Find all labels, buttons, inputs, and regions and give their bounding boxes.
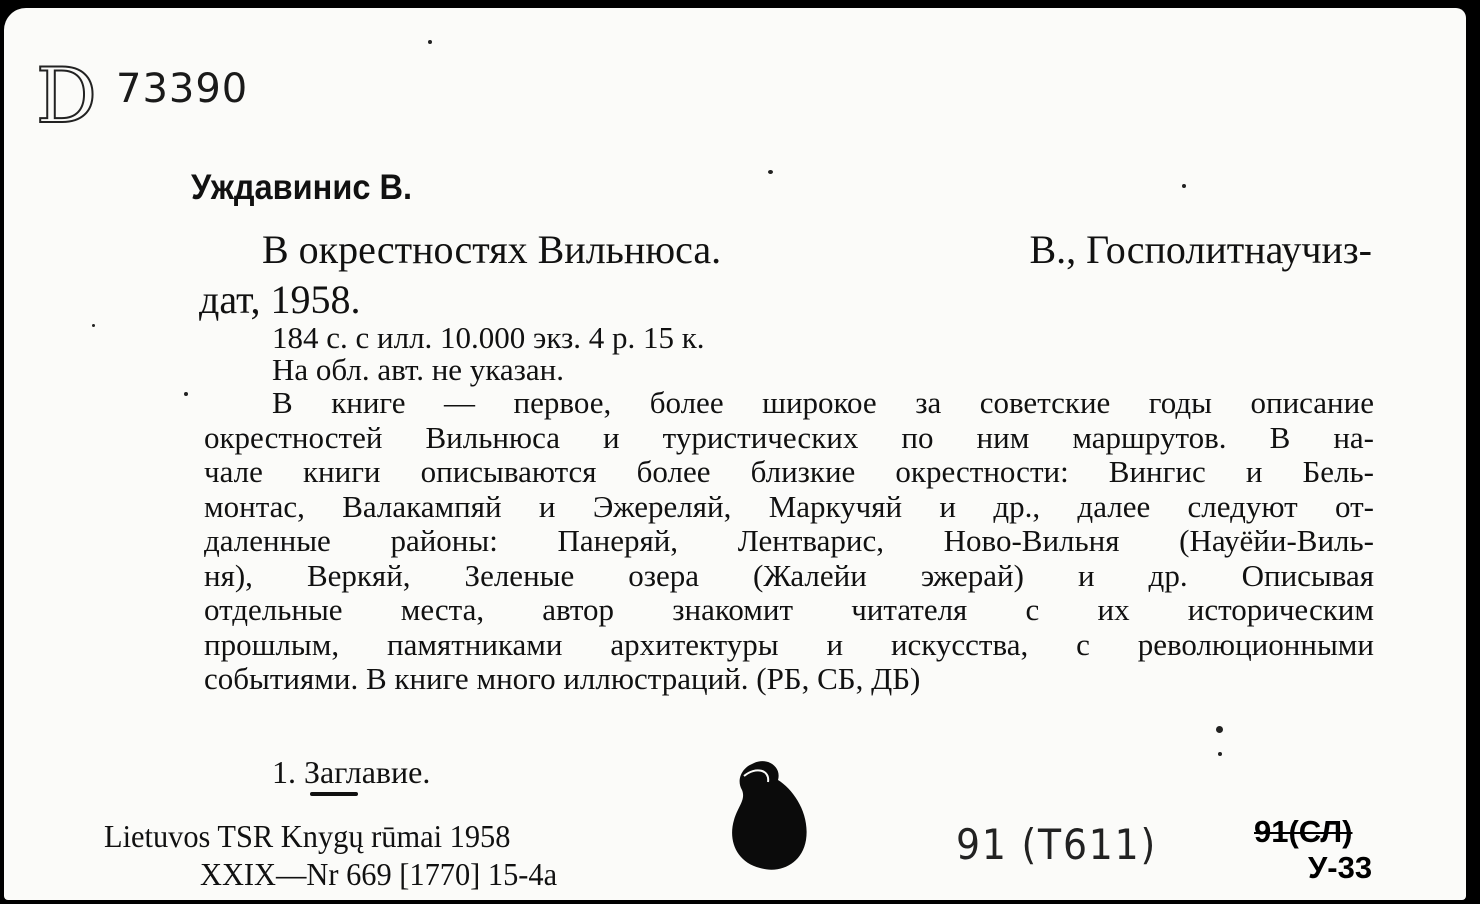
annotation-line: монтас, Валакампяй и Эжереляй, Маркучяй и др., далее следуют от- <box>204 488 1374 524</box>
ink-blot <box>722 756 812 876</box>
annotation-line: ня), Веркяй, Зеленые озера (Жалейи эжерай) и др. Описывая <box>204 557 1374 593</box>
physical-description: 184 с. с илл. 10.000 экз. 4 р. 15 к. <box>272 320 705 355</box>
dust-speck <box>184 392 188 396</box>
author-note: На обл. авт. не указан. <box>272 352 565 387</box>
annotation <box>204 386 1374 697</box>
subject-heading: 1. Заглавие. <box>272 754 431 790</box>
inventory-letter: D <box>36 56 97 136</box>
dust-speck <box>768 170 773 174</box>
annotation-line: чале книги описываются более близкие окрестности: Вингис и Бель- <box>204 454 1374 489</box>
catalog-card <box>4 8 1466 900</box>
dust-speck <box>92 324 95 327</box>
handwritten-classification: 91 (T611) <box>956 820 1158 869</box>
publisher-line-2: XXIX—Nr 669 [1770] 15-4a <box>200 856 558 892</box>
annotation-line: В книге — первое, более широкое за советские годы описание <box>272 385 1374 420</box>
inventory-number: 73390 <box>116 66 249 112</box>
annotation-line: отдельные места, автор знакомит читателя с их историческим <box>204 592 1374 627</box>
annotation-line: окрестностей Вильнюса и туристических по ним маршрутов. В на- <box>204 419 1374 455</box>
dust-speck <box>1216 726 1223 733</box>
title-line-2: дат, 1958. <box>199 277 361 322</box>
pencil-underline <box>310 792 358 796</box>
annotation-line: прошлым, памятниками архитектуры и искусства, с революционными <box>204 626 1374 662</box>
annotation-line: событиями. В книге много иллюстраций. (РБ, СБ, ДБ) <box>204 661 921 696</box>
classification-code: 91(СЛ) <box>1254 814 1353 849</box>
publisher-imprint: В., Госполитнаучиз- <box>1029 227 1372 272</box>
book-title: В окрестностях Вильнюса. <box>262 227 722 272</box>
dust-speck <box>1182 184 1186 188</box>
annotation-line: даленные районы: Панеряй, Лентварис, Ново-Вильня (Науёйи-Виль- <box>204 523 1374 558</box>
shelf-code: У-33 <box>1308 850 1373 885</box>
dust-speck <box>1218 752 1222 756</box>
publisher-line-1: Lietuvos TSR Knygų rūmai 1958 <box>104 818 511 854</box>
dust-speck <box>428 40 432 44</box>
author-heading: Уждавинис В. <box>191 168 413 207</box>
inventory-letter-stamp <box>34 56 98 136</box>
title-line-1 <box>262 226 1372 273</box>
